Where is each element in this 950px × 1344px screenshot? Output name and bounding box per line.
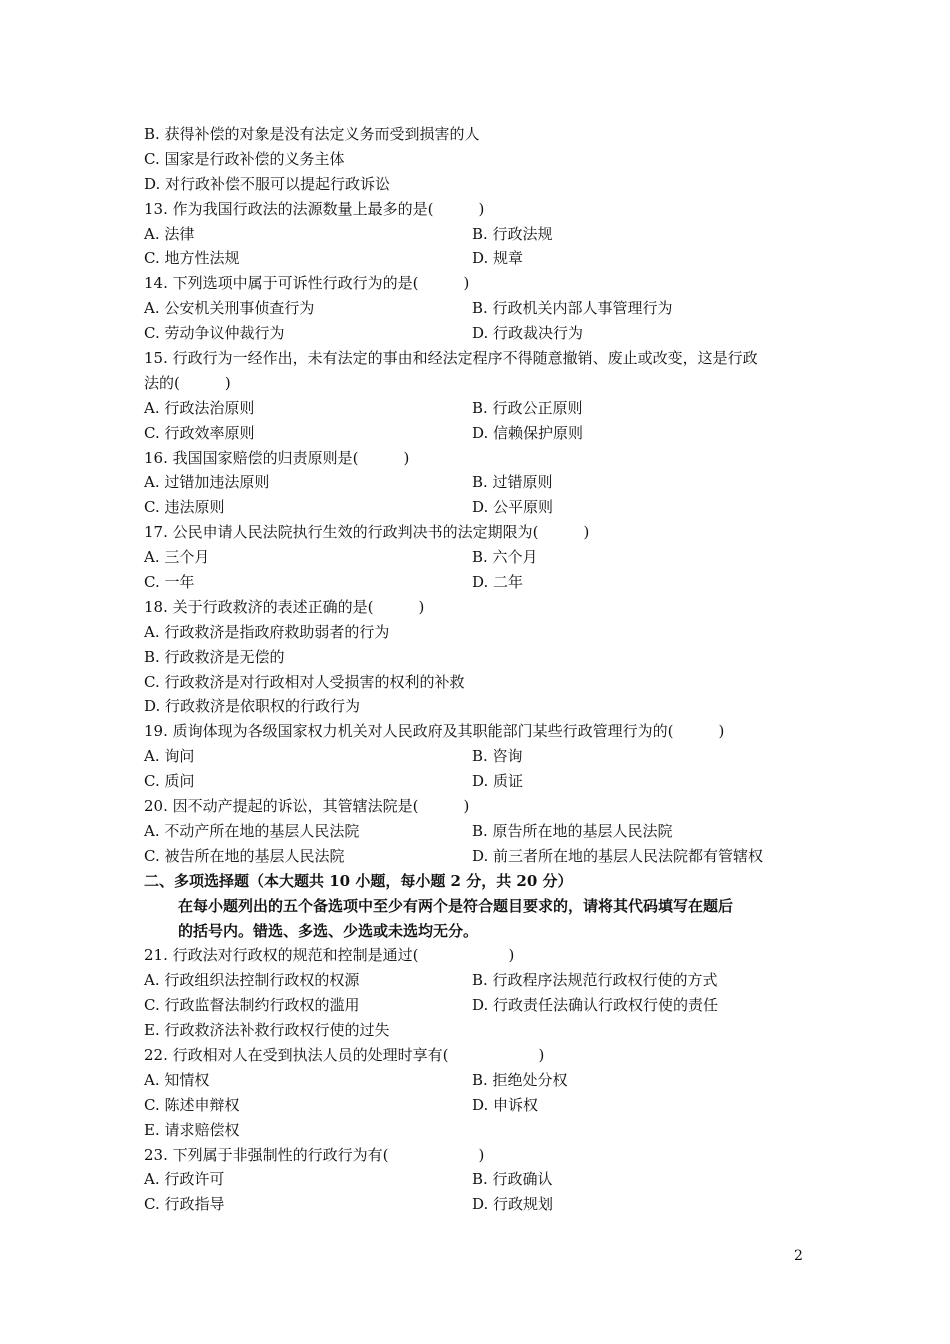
option-a: A. 行政组织法控制行政权的权源 [144,971,360,990]
option-a: A. 询问 [144,747,195,766]
option-b: B. 咨询 [472,747,523,766]
option-row [144,1192,824,1217]
option-c: C. 质问 [144,772,195,791]
option-row [144,421,824,446]
option-a: A. 法律 [144,224,195,243]
option-c: C. 地方性法规 [144,249,240,268]
option-d: D. 申诉权 [472,1095,539,1114]
option-row [144,570,824,595]
option-b: B. 原告所在地的基层人民法院 [472,821,673,840]
option-b: B. 行政机关内部人事管理行为 [472,299,673,318]
option-row [144,545,824,570]
option-b: B. 六个月 [472,548,538,567]
option-row [144,470,824,495]
option-row [144,296,824,321]
option-row [144,246,824,271]
page-number: 2 [794,1248,803,1264]
option-row [144,744,824,769]
option-b: B. 行政法规 [472,224,553,243]
option-row [144,769,824,794]
option-c: C. 陈述申辩权 [144,1095,240,1114]
option-c: C. 一年 [144,573,195,592]
option-row [144,1093,824,1118]
option-c: C. 违法原则 [144,498,225,517]
question-stem-cont: 法的( ) [144,373,231,392]
option-row [144,321,824,346]
option-a: A. 过错加违法原则 [144,473,270,492]
question-stem: 16. 我国国家赔偿的归责原则是( ) [144,448,410,467]
option-d: D. 二年 [472,573,524,592]
option-d: D. 信赖保护原则 [472,423,584,442]
option-c: C. 行政效率原则 [144,423,255,442]
section-instructions: 在每小题列出的五个备选项中至少有两个是符合题目要求的，请将其代码填写在题后 [178,896,734,915]
option-row [144,819,824,844]
option-line: D. 对行政补偿不服可以提起行政诉讼 [144,174,391,193]
question-stem: 14. 下列选项中属于可诉性行政行为的是( ) [144,274,470,293]
option-a: A. 行政法治原则 [144,398,255,417]
option-row [144,222,824,247]
question-stem: 19. 质询体现为各级国家权力机关对人民政府及其职能部门某些行政管理行为的( ) [144,722,725,741]
option-b: B. 行政公正原则 [472,398,583,417]
option-row [144,1167,824,1192]
option-d: D. 行政救济是依职权的行政行为 [144,697,361,716]
option-b: B. 行政程序法规范行政权行使的方式 [472,971,718,990]
question-stem: 13. 作为我国行政法的法源数量上最多的是( ) [144,199,485,218]
option-b: B. 行政救济是无偿的 [144,647,285,666]
option-row [144,495,824,520]
option-d: D. 公平原则 [472,498,554,517]
option-b: B. 行政确认 [472,1170,553,1189]
option-e: E. 行政救济法补救行政权行使的过失 [144,1021,390,1040]
option-row [144,396,824,421]
question-stem: 21. 行政法对行政权的规范和控制是通过( ) [144,946,515,965]
question-stem: 23. 下列属于非强制性的行政行为有( ) [144,1145,485,1164]
question-stem: 18. 关于行政救济的表述正确的是( ) [144,597,425,616]
option-row [144,1068,824,1093]
option-c: C. 行政监督法制约行政权的滥用 [144,996,360,1015]
question-stem: 15. 行政行为一经作出，未有法定的事由和经法定程序不得随意撤销、废止或改变，这是行政 [144,349,758,368]
option-d: D. 行政规划 [472,1195,554,1214]
option-c: C. 行政救济是对行政相对人受损害的权利的补救 [144,672,465,691]
option-d: D. 行政裁决行为 [472,324,584,343]
option-c: C. 被告所在地的基层人民法院 [144,846,345,865]
page-content [144,122,824,1217]
option-a: A. 行政救济是指政府救助弱者的行为 [144,622,390,641]
option-c: C. 行政指导 [144,1195,225,1214]
option-d: D. 行政责任法确认行政权行使的责任 [472,996,719,1015]
option-b: B. 拒绝处分权 [472,1070,568,1089]
option-c: C. 劳动争议仲裁行为 [144,324,285,343]
option-d: D. 前三者所在地的基层人民法院都有管辖权 [472,846,764,865]
question-stem: 22. 行政相对人在受到执法人员的处理时享有( ) [144,1045,545,1064]
option-a: A. 行政许可 [144,1170,225,1189]
section-instructions-cont: 的括号内。错选、多选、少选或未选均无分。 [178,921,479,940]
option-a: A. 公安机关刑事侦查行为 [144,299,315,318]
option-row [144,993,824,1018]
option-d: D. 规章 [472,249,524,268]
section-title: 二、多项选择题（本大题共 10 小题，每小题 2 分，共 20 分） [144,871,573,890]
option-row [144,844,824,869]
option-a: A. 知情权 [144,1070,210,1089]
question-stem: 17. 公民申请人民法院执行生效的行政判决书的法定期限为( ) [144,523,590,542]
option-a: A. 三个月 [144,548,210,567]
option-b: B. 过错原则 [472,473,553,492]
option-row [144,968,824,993]
question-stem: 20. 因不动产提起的诉讼，其管辖法院是( ) [144,797,470,816]
option-a: A. 不动产所在地的基层人民法院 [144,821,360,840]
option-line: B. 获得补偿的对象是没有法定义务而受到损害的人 [144,125,480,143]
option-e: E. 请求赔偿权 [144,1120,240,1139]
option-d: D. 质证 [472,772,524,791]
option-line: C. 国家是行政补偿的义务主体 [144,149,345,168]
